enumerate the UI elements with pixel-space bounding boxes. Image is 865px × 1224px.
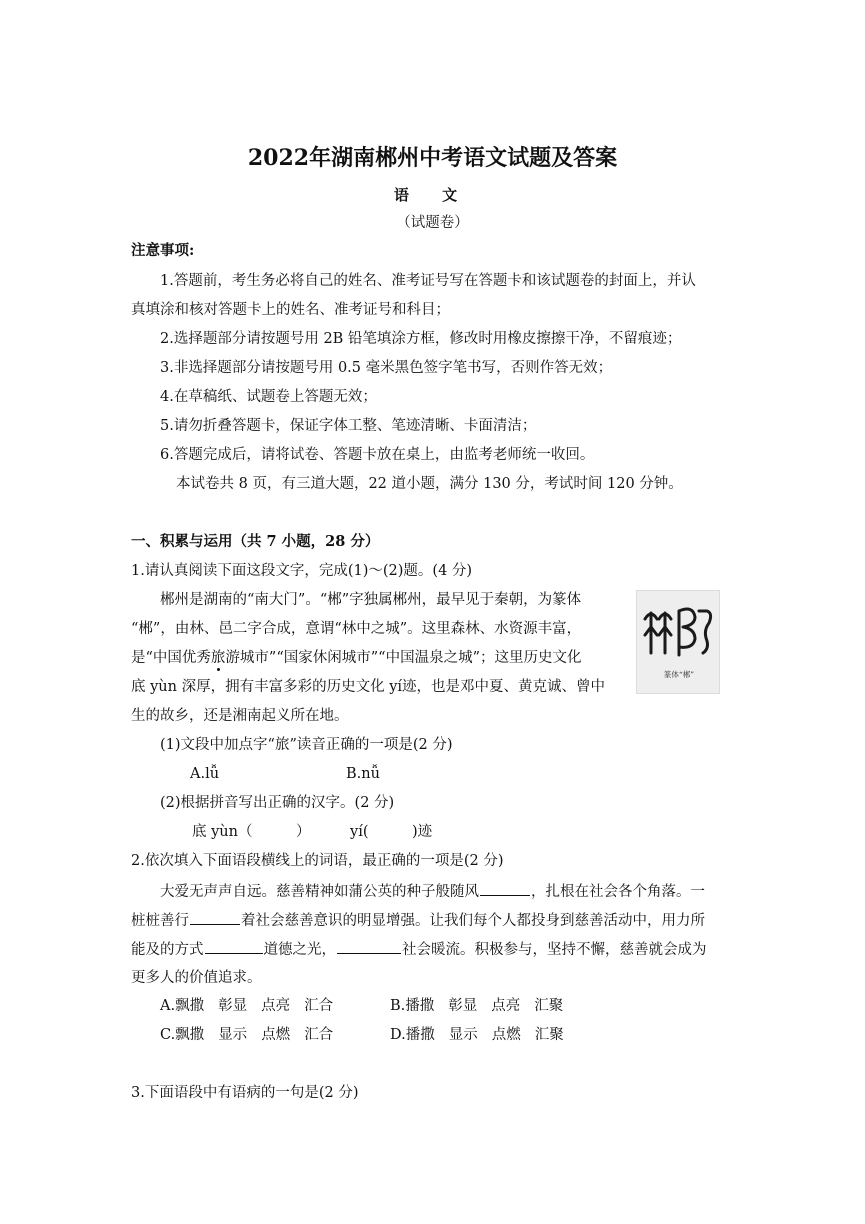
fill-blank-4 [337, 939, 401, 954]
q2-option-d-word-3: 点燃 [491, 1027, 521, 1043]
q2-option-b-word-2: 彰显 [448, 998, 478, 1014]
q2-passage-line-4: 更多人的价值追求。 [131, 970, 262, 986]
q1-passage-line-4: 底 yùn 深厚，拥有丰富多彩的历史文化 yí迹，也是邓中夏、黄克诚、曾中 [131, 679, 606, 695]
notice-summary: 本试卷共 8 页，有三道大题，22 道小题，满分 130 分，考试时间 120 分钟。 [176, 476, 683, 492]
q2-option-c-word-4: 汇合 [304, 1027, 334, 1043]
q2-option-b-word-1: B.播撒 [390, 998, 435, 1014]
q2-option-d-word-2: 显示 [448, 1027, 478, 1043]
page-title: 2022年湖南郴州中考语文试题及答案 [247, 145, 618, 171]
q2-prompt: 2.依次填入下面语段横线上的词语，最正确的一项是(2 分) [131, 853, 504, 869]
q1-sub-2: (2)根据拼音写出正确的汉字。(2 分) [160, 795, 395, 811]
q1-passage-line-3 [131, 648, 581, 668]
q2-option-d-word-1: D.播撒 [390, 1027, 435, 1043]
q2-option-b-word-4: 汇聚 [534, 998, 564, 1014]
seal-script-image [636, 590, 720, 694]
q2-passage-line-2 [131, 910, 705, 931]
q2-passage-line-3 [131, 939, 707, 960]
fill-blank-1 [480, 881, 530, 896]
q1-prompt: 1.请认真阅读下面这段文字，完成(1)～(2)题。(4 分) [131, 563, 473, 579]
notice-item-4: 4.在草稿纸、试题卷上答题无效； [160, 389, 377, 405]
section-1-heading: 一、积累与运用（共 7 小题，28 分） [131, 533, 380, 550]
q1-passage-line-2: “郴”，由林、邑二字合成，意谓“林中之城”。这里森林、水资源丰富， [131, 621, 582, 637]
q2-option-a [160, 996, 347, 1016]
fill-blank-3 [205, 939, 263, 954]
q1-sub-2-blank-b: yí( )迹 [350, 824, 433, 840]
q2-passage-line-1 [160, 881, 705, 902]
subtitle-label: （试题卷） [396, 215, 469, 231]
q2-option-a-word-3: 点亮 [261, 998, 291, 1014]
q2-text-1b: ，扎根在社会各个角落。一 [531, 884, 705, 900]
notice-item-3: 3.非选择题部分请按题号用 0.5 毫米黑色签字笔书写，否则作答无效； [160, 360, 613, 376]
seal-script-chen-icon [637, 591, 721, 671]
q2-option-a-word-4: 汇合 [304, 998, 334, 1014]
notice-item-5: 5.请勿折叠答题卡，保证字体工整、笔迹清晰、卡面清洁； [160, 418, 537, 434]
q2-text-2b: 着社会慈善意识的明显增强。让我们每个人都投身到慈善活动中，用力所 [241, 913, 705, 929]
notice-item-1: 1.答题前，考生务必将自己的姓名、准考证号写在答题卡和该试题卷的封面上，并认 [160, 273, 696, 289]
fill-blank-2 [190, 910, 240, 925]
q2-option-d [390, 1025, 578, 1045]
q2-option-b-word-3: 点亮 [491, 998, 521, 1014]
q2-option-b [390, 996, 577, 1016]
q2-text-3a: 能及的方式 [131, 942, 204, 958]
q1-sub-1-option-b: B.nǚ [346, 766, 380, 782]
q2-option-a-word-2: 彰显 [218, 998, 248, 1014]
q1-sub-2-blank-a: 底 yùn（ ） [192, 824, 311, 840]
dotted-char: 旅 [210, 650, 226, 666]
notice-item-2: 2.选择题部分请按题号用 2B 铅笔填涂方框，修改时用橡皮擦擦干净，不留痕迹； [160, 331, 682, 347]
q1-sub-1: (1)文段中加点字“旅”读音正确的一项是(2 分) [160, 737, 453, 753]
q2-option-d-word-4: 汇聚 [534, 1027, 564, 1043]
q2-text-3b: 道德之光， [263, 942, 336, 958]
q2-option-a-word-1: A.飘撒 [160, 998, 205, 1014]
q2-option-c-word-2: 显示 [218, 1027, 248, 1043]
notice-item-1-cont: 真填涂和核对答题卡上的姓名、准考证号和科目； [131, 302, 450, 318]
q1-passage-line-3-b: 游城市”“国家休闲城市”“中国温泉之城”；这里历史文化 [225, 650, 582, 666]
q2-text-3c: 社会暖流。积极参与，坚持不懈，慈善就会成为 [402, 942, 707, 958]
q2-option-c-word-3: 点燃 [261, 1027, 291, 1043]
subject-label: 语 文 [393, 186, 472, 204]
q2-text-1a: 大爱无声声自远。慈善精神如蒲公英的种子般随风 [160, 884, 479, 900]
notice-item-6: 6.答题完成后，请将试卷、答题卡放在桌上，由监考老师统一收回。 [160, 447, 595, 463]
q1-passage-line-5: 生的故乡，还是湘南起义所在地。 [131, 708, 349, 724]
q2-text-2a: 桩桩善行 [131, 913, 189, 929]
q2-option-c-word-1: C.飘撒 [160, 1027, 205, 1043]
q2-option-c [160, 1025, 347, 1045]
q3-prompt: 3.下面语段中有语病的一句是(2 分) [131, 1085, 359, 1101]
q1-passage-line-1: 郴州是湖南的“南大门”。“郴”字独属郴州，最早见于秦朝，为篆体 [160, 592, 582, 608]
notice-heading: 注意事项: [131, 242, 195, 259]
q1-sub-1-option-a: A.lǚ [190, 766, 220, 782]
q1-passage-line-3-a: 是“中国优秀 [131, 650, 211, 666]
seal-caption: 篆体“郴” [663, 670, 695, 679]
